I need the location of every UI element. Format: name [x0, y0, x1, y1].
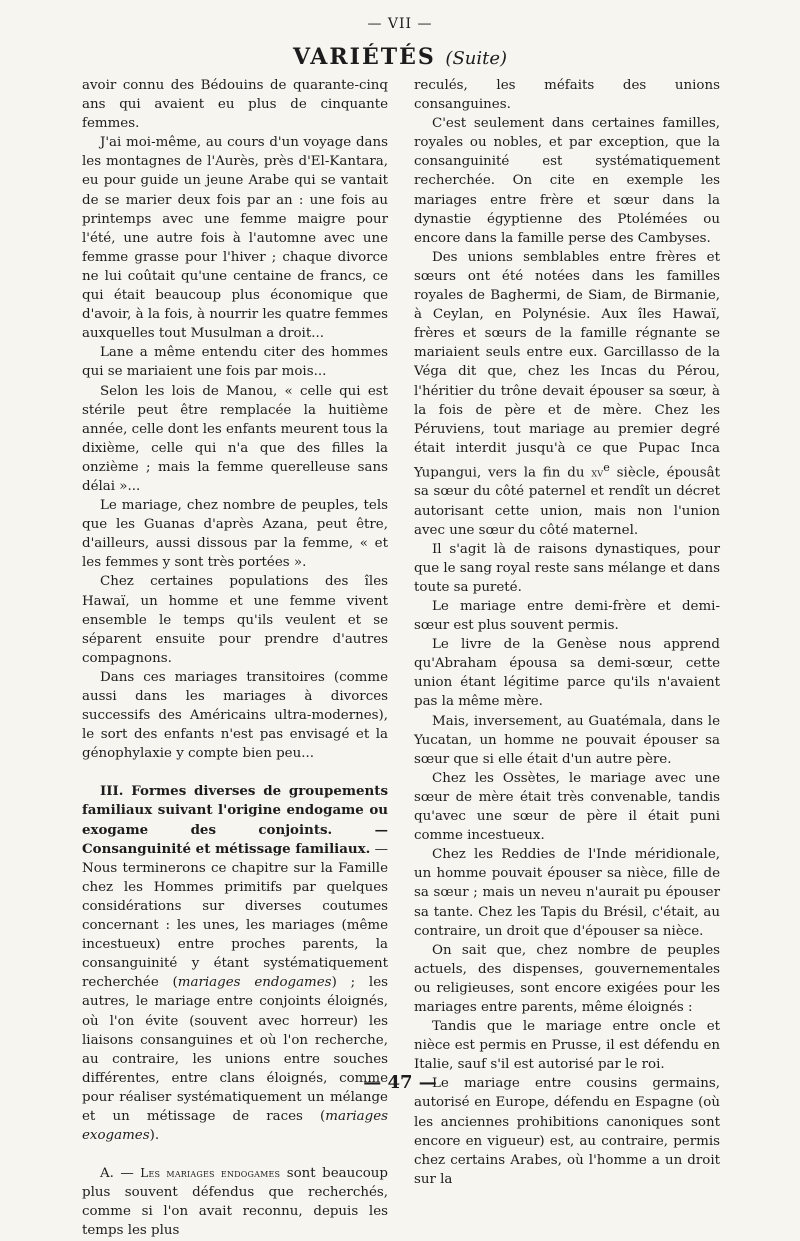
- paragraph: Chez les Ossètes, le mariage avec une sœur de mère était très convenable, tandis qu'avec une sœur de père il était puni comme incestueux.: [414, 770, 720, 844]
- paragraph: Selon les lois de Manou, « celle qui est stérile peut être remplacée la huitième année, celle dont les enfants meurent tous la dixième, celle qui n'a que des filles la onzième ; mais la femme querelleuse sans délai »...: [82, 383, 388, 494]
- paragraph: Mais, inversement, au Guatémala, dans le Yucatan, un homme ne pouvait épouser sa sœur que si elle était d'un autre père.: [414, 713, 720, 767]
- subsection-title: Les mariages endogames: [140, 1166, 281, 1181]
- paragraph: On sait que, chez nombre de peuples actuels, des dispenses, gouvernementales ou religieuses, sont encore exigées pour les mariages entre parents, même éloignés :: [414, 942, 720, 1015]
- century-superscript: e: [603, 460, 610, 474]
- paragraph-text: siècle, épousât sa sœur du côté paternel et rendît un décret autorisant cette union, mais non l'union avec une sœur du côté maternel.: [414, 465, 720, 538]
- subsection-paragraph: [82, 1164, 388, 1240]
- paragraph: Le mariage, chez nombre de peuples, tels que les Guanas d'après Azana, peut être, d'ailleurs, aussi dissous par la femme, « et les femmes y sont très portées ».: [82, 498, 388, 571]
- paragraph: C'est seulement dans certaines familles, royales ou nobles, et par exception, que la consanguinité est systématiquement recherchée. On cite en exemple les mariages entre frère et sœur dans la dynastie égyptienne des Ptolémées ou encore dans la famille perse des Cambyses.: [414, 116, 720, 246]
- paragraph: Le mariage entre cousins germains, autorisé en Europe, défendu en Espagne (où les anciennes prohibitions canoniques sont encore en vigueur) est, au contraire, permis chez certains Arabes, où l'homme a un droit sur la: [414, 1076, 720, 1187]
- page-header: [0, 44, 800, 70]
- paragraph: Il s'agit là de raisons dynastiques, pour que le sang royal reste sans mélange et dans toute sa pureté.: [414, 541, 720, 595]
- section-text: — Nous terminerons ce chapitre sur la Famille chez les Hommes primitifs par quelques considérations sur diverses coutumes concernant : les unes, les mariages (même incestueux) entre proches parents, la consanguinité y étant systématiquement recherchée (: [82, 841, 388, 991]
- paragraph-text: Des unions semblables entre frères et sœurs ont été notées dans les familles royales de Baghermi, de Siam, de Birmanie, à Ceylan, en Polynésie. Aux îles Hawaï, frères et sœurs de la famille régnante se mariaient seuls entre eux. Garcillasso de la Véga dit que, chez les Incas du Pérou, l'héritier du trône devait épouser sa sœur, à la fois de père et de mère. Chez les Péruviens, tout mariage au premier degré était interdit jusqu'à ce que Pupac Inca Yupangui, vers la fin du: [414, 249, 720, 481]
- paragraph: Dans ces mariages transitoires (comme aussi dans les mariages à divorces successifs des Américains ultra-modernes), le sort des enfants n'est pas envisagé et la génophylaxie y compte bien peu...: [82, 669, 388, 762]
- paragraph: avoir connu des Bédouins de quarante-cinq ans qui avaient eu plus de cinquante femmes.: [82, 78, 388, 132]
- paragraph: Tandis que le mariage entre oncle et nièce est permis en Prusse, il est défendu en Italie, sauf s'il est autorisé par le roi.: [414, 1019, 720, 1073]
- subsection-text: sont beaucoup plus souvent défendus que recherchés, comme si l'on avait reconnu, depuis les temps les plus: [82, 1166, 388, 1239]
- left-column: [82, 76, 388, 1241]
- paragraph: Le mariage entre demi-frère et demi-sœur est plus souvent permis.: [414, 599, 720, 634]
- page-number: — 47 —: [363, 1072, 437, 1093]
- paragraph: Le livre de la Genèse nous apprend qu'Abraham épousa sa demi-sœur, cette union étant légitime parce qu'ils n'avaient pas la même mère.: [414, 637, 720, 710]
- paragraph: Lane a même entendu citer des hommes qui se mariaient une fois par mois...: [82, 345, 388, 380]
- paragraph: Chez les Reddies de l'Inde méridionale, un homme pouvait épouser sa nièce, fille de sa sœur ; mais un neveu n'aurait pu épouser sa tante. Chez les Tapis du Brésil, c'était, au contraire, un droit que d'épouser sa nièce.: [414, 847, 720, 939]
- century-numeral: xv: [591, 465, 604, 480]
- subsection-label: A. —: [100, 1166, 141, 1182]
- section-italic: mariages exogames: [82, 1108, 388, 1144]
- paragraph: Chez certaines populations des îles Hawaï, un homme et une femme vivent ensemble le temps qu'ils veulent et se séparent ensuite pour prendre d'autres compagnons.: [82, 574, 388, 666]
- right-column: [414, 76, 720, 1189]
- paragraph: reculés, les méfaits des unions consanguines.: [414, 78, 720, 113]
- page-folio: — VII —: [367, 16, 433, 32]
- section-italic: mariages endogames: [177, 975, 332, 991]
- paragraph: J'ai moi-même, au cours d'un voyage dans les montagnes de l'Aurès, près d'El-Kantara, eu pour guide un jeune Arabe qui se vantait de se marier deux fois par an : une fois au printemps avec une femme maigre pour l'été, une autre fois à l'automne avec une femme grasse pour l'hiver ; chaque divorce ne lui coûtait qu'une centaine de francs, ce qui était beaucoup plus économique que d'avoir, à la fois, à nourrir les quatre femmes auxquelles tout Musulman a droit...: [82, 135, 388, 342]
- section-text: ).: [149, 1128, 160, 1144]
- header-title: VARIÉTÉS: [292, 44, 436, 70]
- header-suite: (Suite): [445, 48, 508, 69]
- section-heading: III. Formes diverses de groupements familiaux suivant l'origine endogame ou exogame des conjoints. — Consanguinité et métissage familiaux.: [82, 783, 388, 857]
- paragraph: [414, 248, 720, 540]
- section-text: ) ; les autres, le mariage entre conjoints éloignés, où l'on évite (souvent avec horreur) les liaisons consanguines et où l'on recherche, au contraire, les unions entre souches différentes, entre clans éloignés, comme pour réaliser systématiquement un mélange et un métissage de races (: [82, 975, 388, 1124]
